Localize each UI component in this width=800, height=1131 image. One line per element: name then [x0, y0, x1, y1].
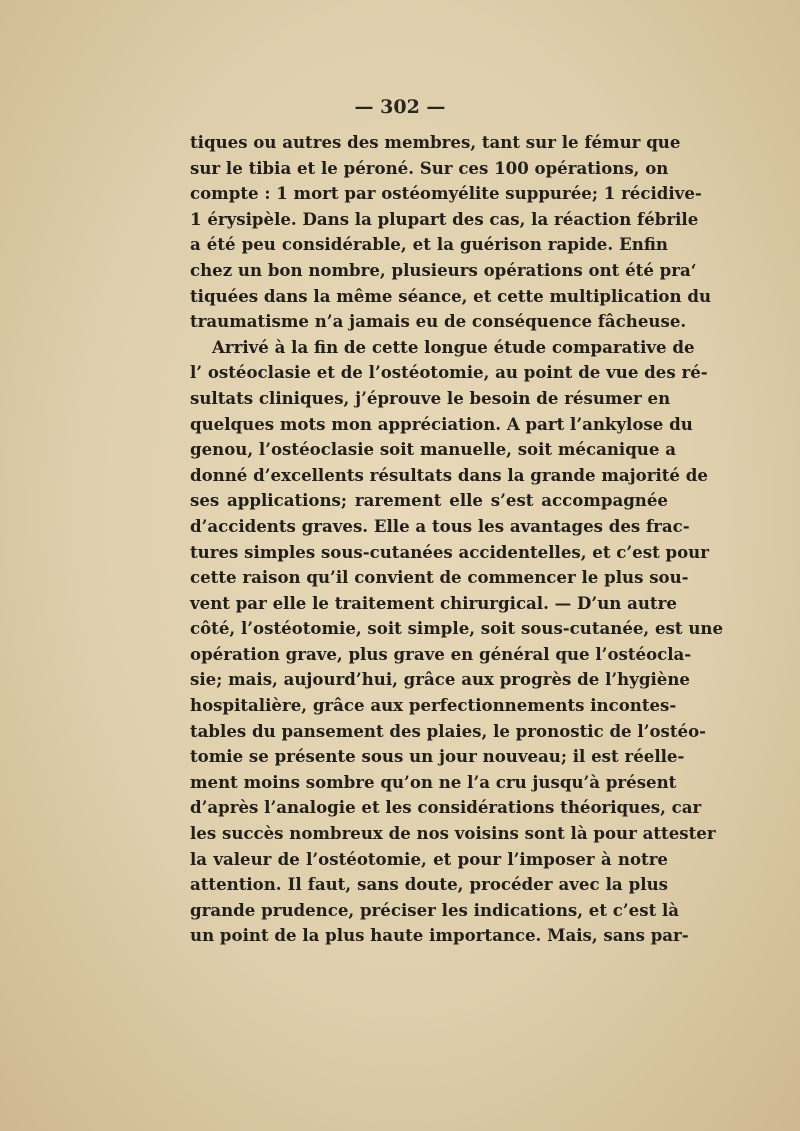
- text-line: vent par elle le traitement chirurgical. — D’un autre: [190, 592, 677, 613]
- text-line: sultats cliniques, j’éprouve le besoin de résumer en: [190, 387, 671, 408]
- page-number: — 302 —: [354, 96, 446, 118]
- text-line: tiques ou autres des membres, tant sur le fémur que: [190, 132, 681, 152]
- text-line: tables du pansement des plaies, le pronostic de l’ostéo-: [190, 720, 707, 741]
- text-line: d’accidents graves. Elle a tous les avantages des frac-: [190, 515, 690, 536]
- text-line: compte : 1 mort par ostéomyélite suppurée; 1 récidive-: [190, 183, 702, 204]
- text-line: d’après l’analogie et les considérations théoriques, car: [190, 797, 702, 818]
- text-line: tomie se présente sous un jour nouveau; il est réelle-: [190, 746, 685, 767]
- text-line: attention. Il faut, sans doute, procéder avec la plus: [190, 874, 668, 895]
- text-line: opération grave, plus grave en général que l’ostéocla-: [190, 643, 692, 664]
- text-line: traumatisme n’a jamais eu de conséquence fâcheuse.: [190, 311, 687, 332]
- text-line: donné d’excellents résultats dans la grande majorité de: [190, 464, 708, 485]
- text-line: tures simples sous-cutanées accidentelles, et c’est pour: [190, 541, 709, 562]
- text-line: ses applications; rarement elle s’est accompagnée: [190, 490, 668, 511]
- body-text: [190, 130, 724, 949]
- text-line: l’ ostéoclasie et de l’ostéotomie, au point de vue des ré-: [190, 362, 708, 383]
- text-line: hospitalière, grâce aux perfectionnements incontes-: [190, 695, 677, 716]
- paragraph-start-line: Arrivé à la fin de cette longue étude comparative de: [212, 336, 695, 357]
- text-line: grande prudence, préciser les indications, et c’est là: [190, 899, 680, 920]
- text-line: genou, l’ostéoclasie soit manuelle, soit mécanique a: [190, 439, 676, 460]
- text-line: un point de la plus haute importance. Mais, sans par-: [190, 925, 689, 946]
- text-line: sie; mais, aujourd’hui, grâce aux progrès de l’hygiène: [190, 669, 690, 690]
- text-line: tiquées dans la même séance, et cette multiplication du: [190, 285, 712, 306]
- text-line: quelques mots mon appréciation. A part l’ankylose du: [190, 413, 693, 434]
- text-line: a été peu considérable, et la guérison rapide. Enfin: [190, 234, 668, 255]
- text-line: côté, l’ostéotomie, soit simple, soit sous-cutanée, est une: [190, 618, 724, 639]
- text-line: chez un bon nombre, plusieurs opérations ont été pra‘: [190, 259, 697, 280]
- text-line: ment moins sombre qu’on ne l’a cru jusqu’à présent: [190, 771, 677, 792]
- text-line: 1 érysipèle. Dans la plupart des cas, la réaction fébrile: [190, 208, 699, 229]
- text-line: cette raison qu’il convient de commencer le plus sou-: [190, 567, 689, 588]
- text-line: sur le tibia et le péroné. Sur ces 100 opérations, on: [190, 157, 669, 178]
- text-line: les succès nombreux de nos voisins sont là pour attester: [190, 823, 716, 844]
- text-line: la valeur de l’ostéotomie, et pour l’imposer à notre: [190, 848, 668, 869]
